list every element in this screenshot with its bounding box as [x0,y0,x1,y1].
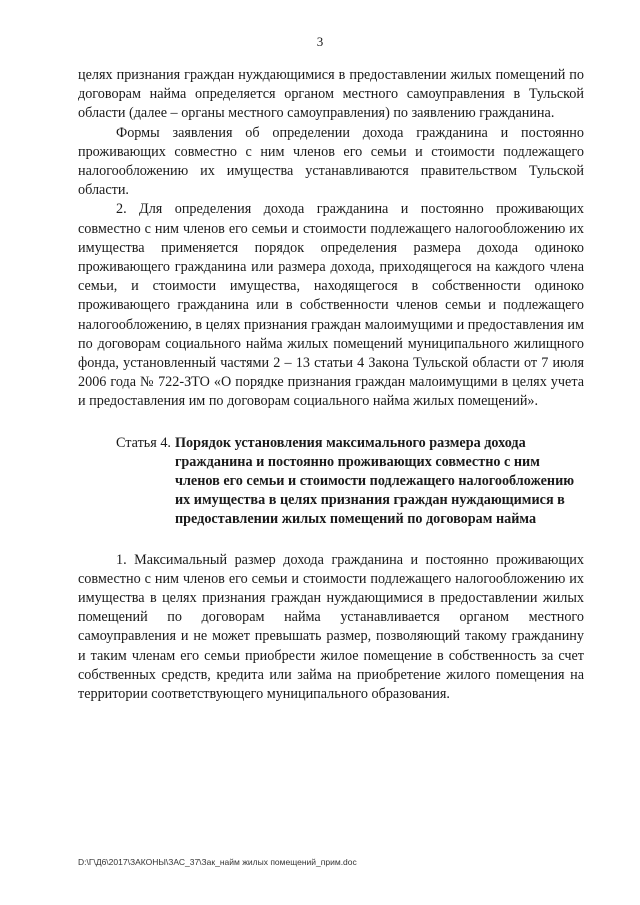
paragraph-item-2: 2. Для определения дохода гражданина и постоянно проживающих совместно с ним членов его семьи и стоимости подлежащего налогообложению их имущества применяется порядок определения размера дохода одиноко проживающего гражданина или размера дохода, приходящегося на каждого члена семьи, и стоимости имущества, находящегося в собственности одиноко проживающего гражданина или в собственности членов семьи и подлежащего налогообложению, в целях признания граждан малоимущими и предоставления им по договорам социального найма жилых помещений муниципального жилищного фонда, установленный частями 2 – 13 статьи 4 Закона Тульской области от 7 июля 2006 года № 722-ЗТО «О порядке признания граждан малоимущими в целях учета и предоставления им по договорам социального найма жилых помещений». [78,201,584,410]
paragraph-article-4-item-1: 1. Максимальный размер дохода гражданина и постоянно проживающих совместно с ним членов его семьи и стоимости подлежащего налогообложению их имущества в целях признания граждан нуждающимися в предоставлении жилых помещений по договорам найма устанавливается органом местного самоуправления и не может превышать размер, позволяющий такому гражданину и таким членам его семьи приобрести жилое помещение в собственность за счет собственных средств, кредита или займа на приобретение жилого помещения на территории соответствующего муниципального образования. [78,551,584,703]
article-heading [116,434,584,529]
article-title: Порядок установления максимального размера дохода гражданина и постоянно проживающих совместно с ним членов его семьи и стоимости подлежащего налогообложению их имущества в целях признания граждан нуждающимися в предоставлении жилых помещений по договорам найма [174,434,575,527]
footer-file-path: D:\Г\Д6\2017\ЗАКОНЫ\ЗАС_37\Зак_найм жилых помещений_прим.doc [78,857,357,867]
paragraph-continuation: целях признания граждан нуждающимися в предоставлении жилых помещений по договорам найма определяется органом местного самоуправления в Тульской области (далее – органы местного самоуправления) по заявлению гражданина. [78,67,584,122]
paragraph-application-forms: Формы заявления об определении дохода гражданина и постоянно проживающих совместно с ним членов его семьи и стоимости подлежащего налогообложению их имущества устанавливаются правительством Тульской области. [78,124,584,199]
page-number: 3 [316,34,324,49]
document-body [78,66,584,704]
article-number: Статья 4. [116,434,171,451]
